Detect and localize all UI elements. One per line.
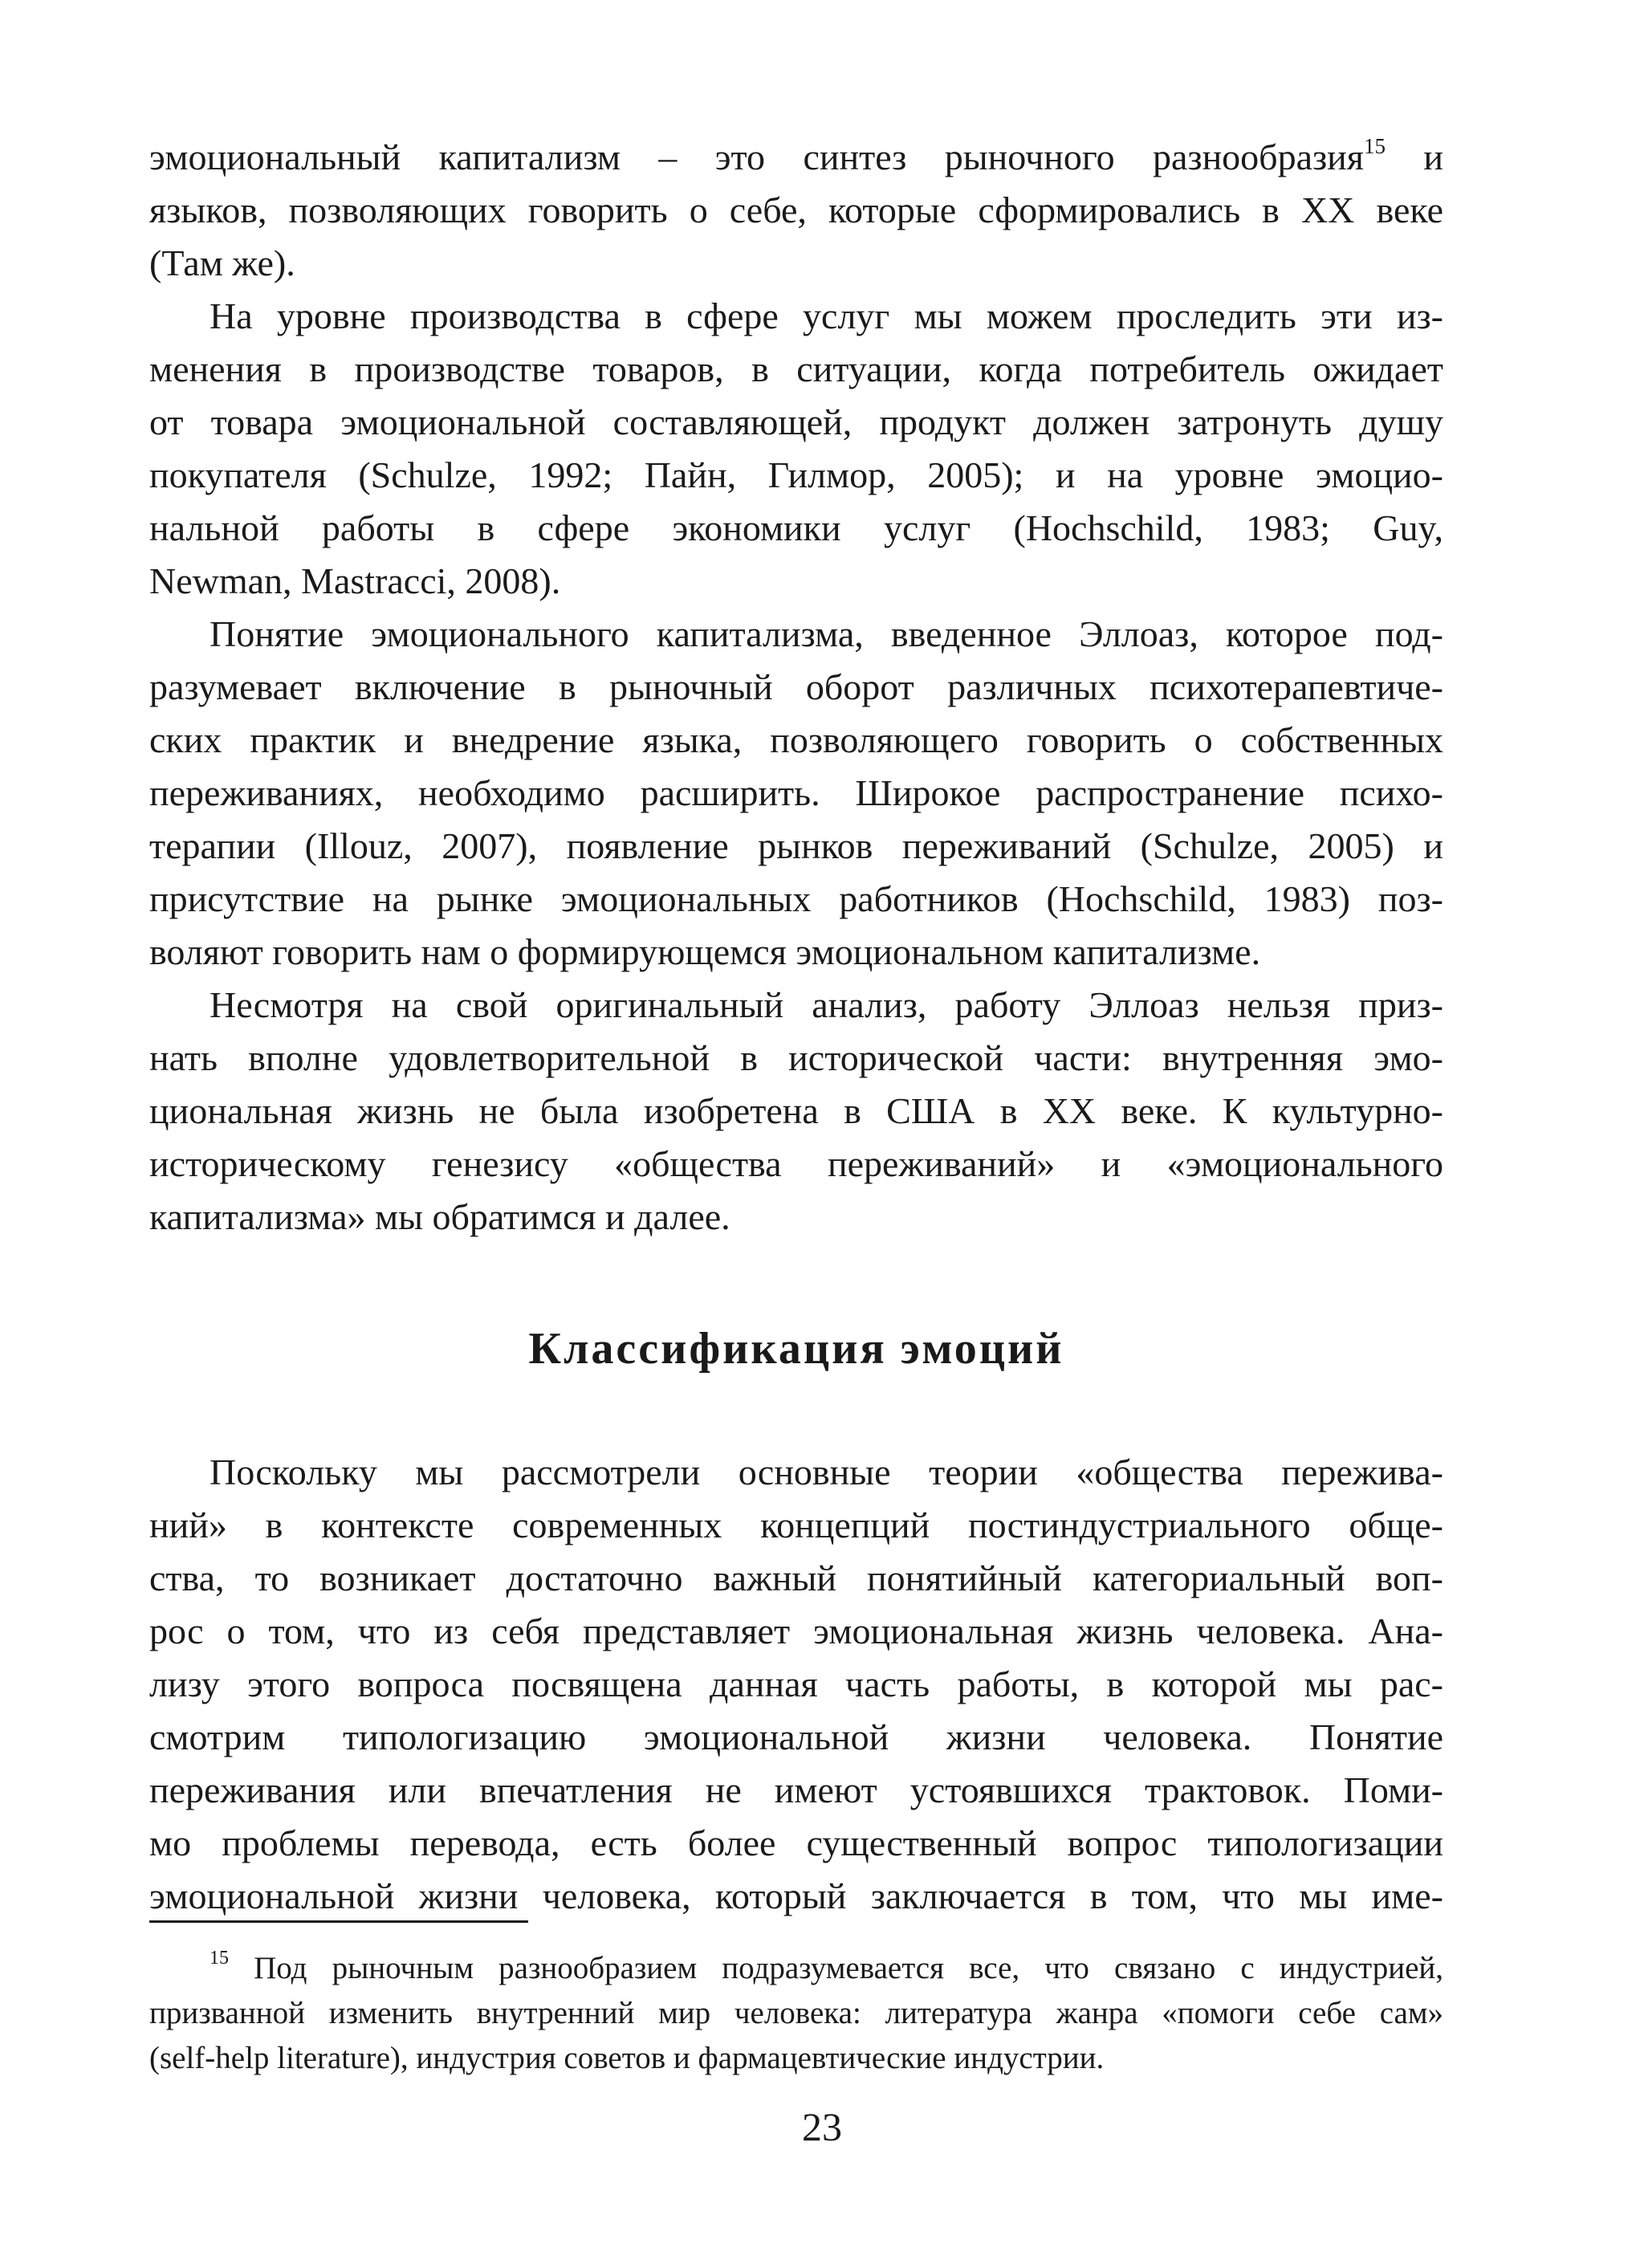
- text-line: циональная жизнь не была изобретена в США в XX веке. К культурно-: [149, 1090, 1443, 1131]
- text-line: нать вполне удовлетворительной в исторической части: внутренняя эмо-: [149, 1037, 1443, 1078]
- text-line: Поскольку мы рассмотрели основные теории «общества пережива-: [210, 1452, 1443, 1492]
- text-line: переживания или впечатления не имеют устоявшихся трактовок. Поми-: [149, 1769, 1443, 1810]
- text-line: На уровне производства в сфере услуг мы можем проследить эти из-: [210, 295, 1443, 336]
- text-line: эмоциональной жизни человека, который заключается в том, что мы име-: [149, 1875, 1443, 1916]
- text-line: переживаниях, необходимо расширить. Широкое распространение психо-: [149, 772, 1443, 813]
- footnote-reference: 15: [1363, 133, 1386, 158]
- text-run: эмоциональный капитализм – это синтез рыночного разнообразия: [149, 136, 1364, 177]
- footnote-line: призванной изменить внутренний мир человека: литература жанра «помоги себе сам»: [149, 1996, 1443, 2030]
- text-line: воляют говорить нам о формирующемся эмоциональном капитализме.: [149, 931, 1261, 972]
- text-line: (Там же).: [149, 242, 295, 283]
- text-line: мо проблемы перевода, есть более существенный вопрос типологизации: [149, 1822, 1443, 1863]
- text-line: ний» в контексте современных концепций постиндустриального обще-: [149, 1505, 1443, 1545]
- text-run: Под рыночным разнообразием подразумевается все, что связано с индустрией,: [229, 1951, 1443, 1985]
- text-run: и: [1385, 136, 1443, 177]
- text-line: менения в производстве товаров, в ситуации, когда потребитель ожидает: [149, 348, 1443, 389]
- footnote-separator: [149, 1920, 528, 1923]
- text-line: от товара эмоциональной составляющей, продукт должен затронуть душу: [149, 401, 1443, 442]
- text-line: терапии (Illouz, 2007), появление рынков переживаний (Schulze, 2005) и: [149, 825, 1443, 866]
- section-heading: Классификация эмоций: [528, 1324, 1064, 1374]
- text-line: присутствие на рынке эмоциональных работников (Hochschild, 1983) поз-: [149, 878, 1443, 919]
- text-line: рос о том, что из себя представляет эмоциональная жизнь человека. Ана-: [149, 1610, 1443, 1651]
- footnote-number: 15: [210, 1948, 229, 1969]
- page-number: 23: [802, 2104, 842, 2149]
- footnote-line: [210, 1946, 1443, 1991]
- text-line: разумевает включение в рыночный оборот различных психотерапевтиче-: [149, 666, 1443, 707]
- text-line: лизу этого вопроса посвящена данная часть работы, в которой мы рас-: [149, 1663, 1443, 1704]
- footnote-line: (self-help literature), индустрия советов и фармацевтические индустрии.: [149, 2041, 1105, 2075]
- text-line: Newman, Mastracci, 2008).: [149, 560, 561, 601]
- text-line: Понятие эмоционального капитализма, введенное Эллоаз, которое под-: [210, 613, 1443, 654]
- text-line: Несмотря на свой оригинальный анализ, работу Эллоаз нельзя приз-: [210, 984, 1443, 1025]
- text-line: смотрим типологизацию эмоциональной жизни человека. Понятие: [149, 1716, 1443, 1757]
- text-line: капитализма» мы обратимся и далее.: [149, 1196, 730, 1237]
- text-line: ских практик и внедрение языка, позволяющего говорить о собственных: [149, 719, 1443, 760]
- text-line: нальной работы в сфере экономики услуг (Hochschild, 1983; Guy,: [149, 507, 1443, 548]
- text-line: историческому генезису «общества переживаний» и «эмоционального: [149, 1143, 1443, 1184]
- text-line: ства, то возникает достаточно важный понятийный категориальный воп-: [149, 1557, 1443, 1598]
- text-line: языков, позволяющих говорить о себе, которые сформировались в XX веке: [149, 189, 1443, 230]
- text-line: [149, 131, 1443, 184]
- text-line: покупателя (Schulze, 1992; Пайн, Гилмор, 2005); и на уровне эмоцио-: [149, 454, 1443, 495]
